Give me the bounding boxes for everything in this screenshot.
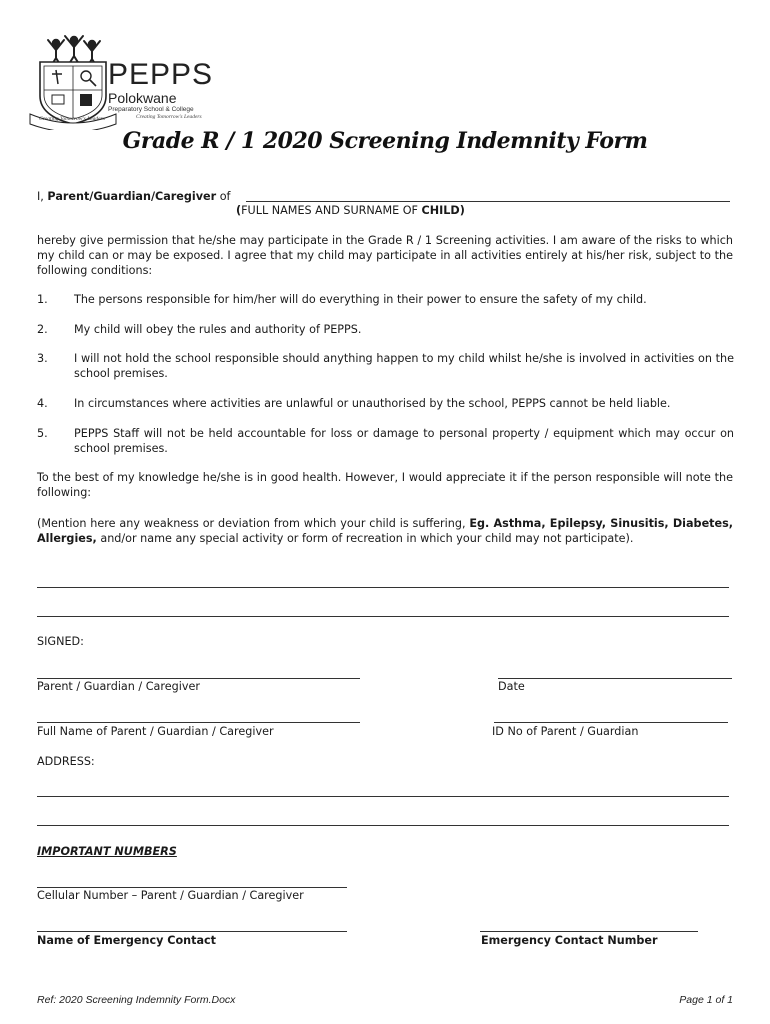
intro-suffix: of bbox=[216, 190, 231, 203]
signed-label: SIGNED: bbox=[37, 635, 84, 648]
health-paragraph: To the best of my knowledge he/she is in good health. However, I would appreciate it if the person responsible will note the following: bbox=[37, 471, 733, 499]
address-label: ADDRESS: bbox=[37, 755, 95, 768]
full-name-label: Full Name of Parent / Guardian / Caregiver bbox=[37, 725, 274, 738]
condition-number: 3. bbox=[37, 352, 48, 365]
condition-text: PEPPS Staff will not be held accountable for loss or damage to personal property / equipment which may occur on school premises. bbox=[74, 427, 734, 455]
condition-number: 1. bbox=[37, 293, 48, 306]
emergency-contact-number-line[interactable] bbox=[480, 931, 698, 932]
address-line[interactable] bbox=[37, 796, 729, 797]
permission-paragraph: hereby give permission that he/she may participate in the Grade R / 1 Screening activities. I am aware of the risks to which my child can or may be exposed. I agree that my child may participate in all activities entirely at his/her risk, subject to the following conditions: bbox=[37, 234, 733, 277]
child-name-line[interactable] bbox=[246, 201, 730, 202]
condition-text: I will not hold the school responsible should anything happen to my child whilst he/she is involved in activities on the school premises. bbox=[74, 352, 734, 380]
date-label: Date bbox=[498, 680, 525, 693]
logo-motto: Creating Tomorrow's Leaders bbox=[136, 114, 202, 120]
logo-name: PEPPS bbox=[108, 58, 214, 91]
condition-number: 4. bbox=[37, 397, 48, 410]
notes-line[interactable] bbox=[37, 587, 729, 588]
condition-text: My child will obey the rules and authority of PEPPS. bbox=[74, 323, 362, 336]
intro-line bbox=[37, 189, 230, 204]
date-line[interactable] bbox=[498, 678, 732, 679]
school-logo bbox=[28, 34, 228, 130]
notes-line[interactable] bbox=[37, 616, 729, 617]
id-number-line[interactable] bbox=[494, 722, 728, 723]
child-name-caption: (FULL NAMES AND SURNAME OF CHILD) bbox=[236, 204, 465, 217]
condition-number: 5. bbox=[37, 427, 48, 440]
cellular-number-label: Cellular Number – Parent / Guardian / Caregiver bbox=[37, 889, 304, 902]
logo-ribbon: Creating Tomorrow's Leaders bbox=[39, 116, 105, 122]
condition-number: 2. bbox=[37, 323, 48, 336]
condition-text: In circumstances where activities are unlawful or unauthorised by the school, PEPPS cannot be held liable. bbox=[74, 397, 671, 410]
emergency-contact-name-label: Name of Emergency Contact bbox=[37, 934, 217, 947]
parent-signature-label: Parent / Guardian / Caregiver bbox=[37, 680, 200, 693]
footer-reference: Ref: 2020 Screening Indemnity Form.Docx bbox=[37, 994, 236, 1006]
form-title: Grade R / 1 2020 Screening Indemnity Form bbox=[122, 128, 648, 154]
intro-bold-label: Parent/Guardian/Caregiver bbox=[47, 190, 217, 203]
footer-page-number: Page 1 of 1 bbox=[679, 994, 733, 1006]
address-line[interactable] bbox=[37, 825, 729, 826]
emergency-contact-number-label: Emergency Contact Number bbox=[481, 934, 658, 947]
mention-paragraph: (Mention here any weakness or deviation from which your child is suffering, Eg. Asthma, Epilepsy, Sinusitis, Diabetes, Allergies, and/or name any special activity or form of recreation in which your child may not participate). bbox=[37, 517, 733, 545]
id-number-label: ID No of Parent / Guardian bbox=[492, 725, 639, 738]
condition-text: The persons responsible for him/her will do everything in their power to ensure the safety of my child. bbox=[74, 293, 647, 306]
important-numbers-heading: IMPORTANT NUMBERS bbox=[37, 845, 177, 858]
logo-city: Polokwane bbox=[108, 90, 177, 106]
intro-prefix: I, bbox=[37, 190, 48, 203]
logo-subtitle: Preparatory School & College bbox=[108, 106, 194, 113]
emergency-contact-name-line[interactable] bbox=[37, 931, 347, 932]
full-name-line[interactable] bbox=[37, 722, 360, 723]
